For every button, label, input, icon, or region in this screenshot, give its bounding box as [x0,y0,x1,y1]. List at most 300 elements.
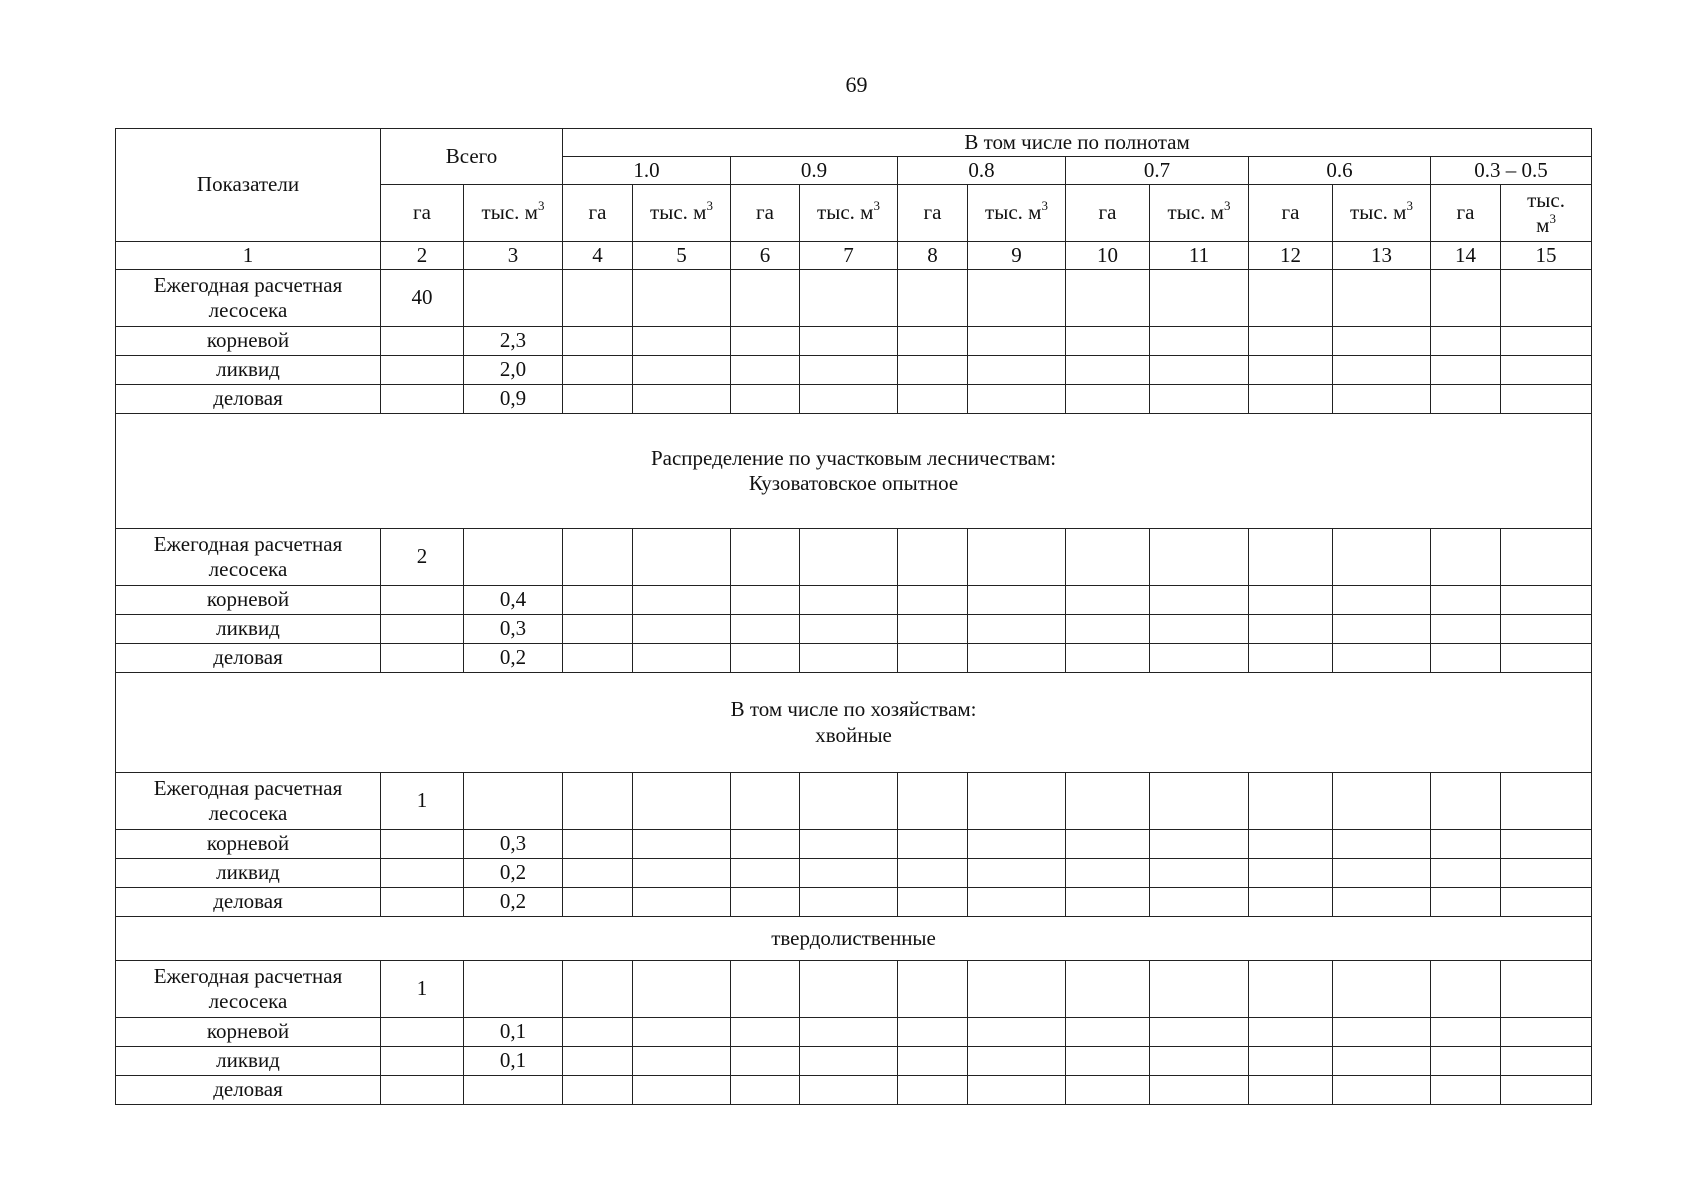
cell-density-value [563,961,633,1018]
row-label: Ежегодная расчетная лесосека [116,529,381,586]
cell-density-value [1431,773,1501,830]
cell-density-value [1150,961,1249,1018]
cell-density-value [563,1047,633,1076]
cell-density-value [563,586,633,615]
cell-density-value [1249,615,1333,644]
cell-total-volume: 0,3 [464,615,563,644]
table-row [116,1076,1592,1105]
cell-density-value [1249,830,1333,859]
cell-density-value [1150,859,1249,888]
cell-density-value [1501,1076,1592,1105]
cell-density-value [1066,830,1150,859]
column-number: 14 [1431,242,1501,270]
cell-density-value [1501,356,1592,385]
cell-density-value [731,859,800,888]
cell-density-value [800,529,898,586]
cell-density-value [968,859,1066,888]
cell-density-value [633,859,731,888]
cell-total-area [381,615,464,644]
cell-total-volume: 0,2 [464,888,563,917]
unit-volume-header [968,185,1066,242]
cell-density-value [1501,1047,1592,1076]
cell-density-value [563,385,633,414]
cell-density-value [1150,1076,1249,1105]
cell-density-value [1431,961,1501,1018]
cell-density-value [800,773,898,830]
cell-density-value [1066,586,1150,615]
cell-density-value [1150,1047,1249,1076]
cell-density-value [1249,327,1333,356]
cell-density-value [800,270,898,327]
unit-volume-header [1333,185,1431,242]
cell-density-value [1333,888,1431,917]
table-row [116,961,1592,1018]
cell-density-value [563,888,633,917]
cell-density-value [731,1076,800,1105]
cell-density-value [1333,830,1431,859]
cell-density-value [1066,1076,1150,1105]
unit-volume-header [1501,185,1592,242]
cell-density-value [1501,529,1592,586]
cell-density-value [898,615,968,644]
density-group-header: 0.7 [1066,157,1249,185]
cell-total-area [381,830,464,859]
cell-density-value [1150,586,1249,615]
table-row [116,356,1592,385]
cell-density-value [633,830,731,859]
cell-density-value [1501,888,1592,917]
cell-density-value [1333,1047,1431,1076]
cell-density-value [800,1018,898,1047]
cell-density-value [1333,961,1431,1018]
unit-area-header: га [1066,185,1150,242]
cell-density-value [968,1076,1066,1105]
column-number: 15 [1501,242,1592,270]
section-title: Распределение по участковым лесничествам: [650,445,1057,470]
row-label: корневой [116,586,381,615]
section-row [116,673,1592,773]
cell-density-value [1333,327,1431,356]
unit-volume-header [800,185,898,242]
column-number: 7 [800,242,898,270]
cell-density-value [968,888,1066,917]
cell-density-value [731,270,800,327]
cell-density-value [1249,888,1333,917]
row-label: Ежегодная расчетная лесосека [116,270,381,327]
unit-area-header: га [1431,185,1501,242]
cell-density-value [1150,773,1249,830]
cell-density-value [731,615,800,644]
cell-density-value [1249,529,1333,586]
row-label: Ежегодная расчетная лесосека [116,773,381,830]
cell-density-value [633,773,731,830]
cell-density-value [633,1018,731,1047]
cell-density-value [968,830,1066,859]
cell-density-value [1249,385,1333,414]
cell-total-volume: 0,2 [464,644,563,673]
unit-volume-label: тыс. м [1167,200,1224,225]
cell-density-value [1431,859,1501,888]
header-total: Всего [381,129,563,185]
unit-superscript: 3 [537,198,545,214]
cell-density-value [968,644,1066,673]
table-row [116,773,1592,830]
cell-total-volume: 2,3 [464,327,563,356]
cell-total-volume: 0,9 [464,385,563,414]
cell-density-value [633,270,731,327]
cell-density-value [968,270,1066,327]
table-row [116,327,1592,356]
row-label: деловая [116,644,381,673]
cell-density-value [633,615,731,644]
cell-density-value [800,859,898,888]
cell-density-value [731,385,800,414]
cell-density-value [1066,644,1150,673]
cell-density-value [1333,644,1431,673]
cell-density-value [1431,529,1501,586]
table-row [116,1047,1592,1076]
cell-density-value [1333,270,1431,327]
cell-density-value [633,356,731,385]
cell-density-value [898,888,968,917]
cell-density-value [800,888,898,917]
cell-density-value [563,327,633,356]
row-label: деловая [116,385,381,414]
cell-density-value [898,529,968,586]
row-label: корневой [116,1018,381,1047]
cell-density-value [731,644,800,673]
cell-density-value [898,327,968,356]
cell-density-value [1333,615,1431,644]
cell-total-area [381,888,464,917]
cell-density-value [731,773,800,830]
column-number: 11 [1150,242,1249,270]
table-row [116,270,1592,327]
cell-density-value [898,773,968,830]
table-row [116,586,1592,615]
cutting-area-table [115,128,1592,1105]
cell-density-value [800,1076,898,1105]
cell-density-value [1431,888,1501,917]
section-heading [116,673,1592,773]
cell-density-value [1431,356,1501,385]
page-number: 69 [845,72,868,97]
cell-density-value [898,270,968,327]
cell-density-value [898,961,968,1018]
section-subtitle: Кузоватовское опытное [748,471,959,495]
cell-total-volume: 0,4 [464,586,563,615]
cell-density-value [1249,1018,1333,1047]
cell-density-value [731,1018,800,1047]
unit-volume-label: тыс. м [481,200,538,225]
cell-density-value [731,356,800,385]
density-group-header: 0.8 [898,157,1066,185]
cell-density-value [1249,961,1333,1018]
cell-density-value [563,615,633,644]
cell-density-value [633,1047,731,1076]
cell-density-value [1333,1076,1431,1105]
unit-volume-header [633,185,731,242]
row-label: ликвид [116,615,381,644]
cell-total-area [381,385,464,414]
cell-density-value [1066,385,1150,414]
unit-volume-label: тыс. м [650,200,707,225]
cell-density-value [563,644,633,673]
cell-density-value [1431,1076,1501,1105]
cell-density-value [1066,529,1150,586]
cell-total-volume: 0,2 [464,859,563,888]
cell-total-volume [464,961,563,1018]
cell-density-value [968,1047,1066,1076]
cell-density-value [1501,1018,1592,1047]
cell-density-value [1501,644,1592,673]
unit-superscript: 3 [873,198,880,214]
cell-density-value [898,586,968,615]
unit-area-header: га [898,185,968,242]
table-row [116,830,1592,859]
column-number: 4 [563,242,633,270]
unit-superscript: 3 [1549,211,1556,226]
cell-density-value [1501,773,1592,830]
cell-density-value [1431,1018,1501,1047]
cell-density-value [731,888,800,917]
unit-superscript: 3 [1406,198,1413,214]
cell-density-value [898,859,968,888]
cell-density-value [1501,270,1592,327]
density-group-header: 0.6 [1249,157,1431,185]
row-label: деловая [116,888,381,917]
cell-density-value [1431,615,1501,644]
table-row [116,529,1592,586]
cell-total-area [381,644,464,673]
cell-density-value [1249,1047,1333,1076]
cell-density-value [1150,529,1249,586]
cell-density-value [731,1047,800,1076]
cell-density-value [1501,327,1592,356]
cell-density-value [633,888,731,917]
column-number: 3 [464,242,563,270]
cell-total-volume: 2,0 [464,356,563,385]
cell-density-value [800,327,898,356]
cell-total-area: 1 [381,961,464,1018]
cell-density-value [1501,615,1592,644]
cell-density-value [1150,888,1249,917]
cell-density-value [1066,1047,1150,1076]
cell-density-value [1066,773,1150,830]
table-row [116,385,1592,414]
cell-density-value [633,586,731,615]
density-group-header: 0.3 – 0.5 [1431,157,1592,185]
cell-density-value [563,830,633,859]
unit-volume-label: м [1536,213,1550,237]
cell-density-value [1431,1047,1501,1076]
row-label: ликвид [116,859,381,888]
unit-volume-header [464,185,563,242]
cell-density-value [898,1018,968,1047]
cell-density-value [563,859,633,888]
cell-density-value [1249,586,1333,615]
cell-density-value [1501,961,1592,1018]
cell-total-area [381,1047,464,1076]
column-number: 6 [731,242,800,270]
section-heading [116,414,1592,529]
cell-density-value [800,385,898,414]
header-by-density: В том числе по полнотам [563,129,1592,157]
cell-density-value [968,961,1066,1018]
density-group-header: 1.0 [563,157,731,185]
cell-density-value [1333,773,1431,830]
cell-density-value [1066,270,1150,327]
section-title: твердолиственные [771,925,936,950]
density-group-header: 0.9 [731,157,898,185]
unit-volume-label: тыс. м [985,200,1042,225]
row-label: корневой [116,830,381,859]
cell-density-value [1249,270,1333,327]
cell-density-value [968,385,1066,414]
row-label: Ежегодная расчетная лесосека [116,961,381,1018]
cell-density-value [633,961,731,1018]
table-row [116,1018,1592,1047]
cell-density-value [1066,1018,1150,1047]
unit-volume-label: тыс. м [1350,200,1407,225]
cell-density-value [1431,644,1501,673]
cell-density-value [563,773,633,830]
row-label: ликвид [116,1047,381,1076]
table-row [116,615,1592,644]
column-number: 1 [116,242,381,270]
cell-density-value [633,327,731,356]
cell-density-value [1150,1018,1249,1047]
cell-density-value [800,961,898,1018]
cell-density-value [800,615,898,644]
cell-density-value [1150,385,1249,414]
unit-volume-label: тыс. [1527,187,1565,212]
row-label: ликвид [116,356,381,385]
cell-density-value [1150,615,1249,644]
cell-total-volume [464,1076,563,1105]
cell-density-value [731,830,800,859]
table-row [116,888,1592,917]
unit-area-header: га [731,185,800,242]
cell-density-value [633,1076,731,1105]
unit-area-header: га [1249,185,1333,242]
cell-density-value [1333,1018,1431,1047]
header-indicators: Показатели [116,129,381,242]
cell-density-value [800,1047,898,1076]
cell-density-value [968,327,1066,356]
cell-total-volume [464,773,563,830]
cell-density-value [968,529,1066,586]
cell-density-value [731,327,800,356]
cell-density-value [1249,773,1333,830]
cell-density-value [1333,385,1431,414]
cell-density-value [1249,356,1333,385]
unit-volume-header [1150,185,1249,242]
cell-total-area: 1 [381,773,464,830]
cell-density-value [898,1076,968,1105]
cell-density-value [633,529,731,586]
cell-density-value [563,529,633,586]
cell-density-value [800,356,898,385]
section-row [116,917,1592,961]
cell-density-value [800,644,898,673]
column-number: 9 [968,242,1066,270]
cell-density-value [968,615,1066,644]
cell-density-value [1431,270,1501,327]
column-number: 8 [898,242,968,270]
cell-total-volume: 0,1 [464,1018,563,1047]
cell-total-area [381,586,464,615]
cell-density-value [633,644,731,673]
cell-density-value [898,1047,968,1076]
unit-volume-label: тыс. м [817,200,874,225]
table-row [116,644,1592,673]
cell-total-area: 2 [381,529,464,586]
cell-total-volume: 0,3 [464,830,563,859]
cell-density-value [1066,888,1150,917]
unit-superscript: 3 [1223,198,1231,214]
column-number: 13 [1333,242,1431,270]
cell-density-value [563,1076,633,1105]
cell-total-area [381,356,464,385]
cell-density-value [1333,529,1431,586]
unit-superscript: 3 [706,198,713,214]
cell-total-area [381,1018,464,1047]
section-row [116,414,1592,529]
cell-density-value [563,1018,633,1047]
cell-density-value [1066,327,1150,356]
cell-density-value [1150,327,1249,356]
cell-density-value [968,586,1066,615]
cell-density-value [800,586,898,615]
cell-total-area [381,859,464,888]
cell-total-area: 40 [381,270,464,327]
cell-density-value [1501,830,1592,859]
section-title: В том числе по хозяйствам: [730,697,977,722]
cell-density-value [1066,961,1150,1018]
cell-density-value [731,586,800,615]
cell-density-value [1501,586,1592,615]
cell-density-value [1431,385,1501,414]
cell-density-value [1066,859,1150,888]
cell-density-value [968,1018,1066,1047]
column-number: 2 [381,242,464,270]
cell-density-value [1150,356,1249,385]
unit-area-header: га [563,185,633,242]
unit-superscript: 3 [1041,198,1048,214]
column-number: 5 [633,242,731,270]
cell-density-value [968,773,1066,830]
cell-density-value [1431,830,1501,859]
cell-total-area [381,327,464,356]
cell-density-value [1249,859,1333,888]
cell-total-volume [464,270,563,327]
cell-density-value [1333,859,1431,888]
cell-density-value [563,270,633,327]
cell-density-value [1249,1076,1333,1105]
section-subtitle: хвойные [815,722,892,747]
row-label: деловая [116,1076,381,1105]
cell-density-value [1333,586,1431,615]
cell-density-value [1150,644,1249,673]
cell-density-value [898,830,968,859]
cell-density-value [731,529,800,586]
cell-density-value [898,356,968,385]
cell-density-value [1150,270,1249,327]
cell-density-value [1333,356,1431,385]
cell-density-value [563,356,633,385]
cell-density-value [898,385,968,414]
